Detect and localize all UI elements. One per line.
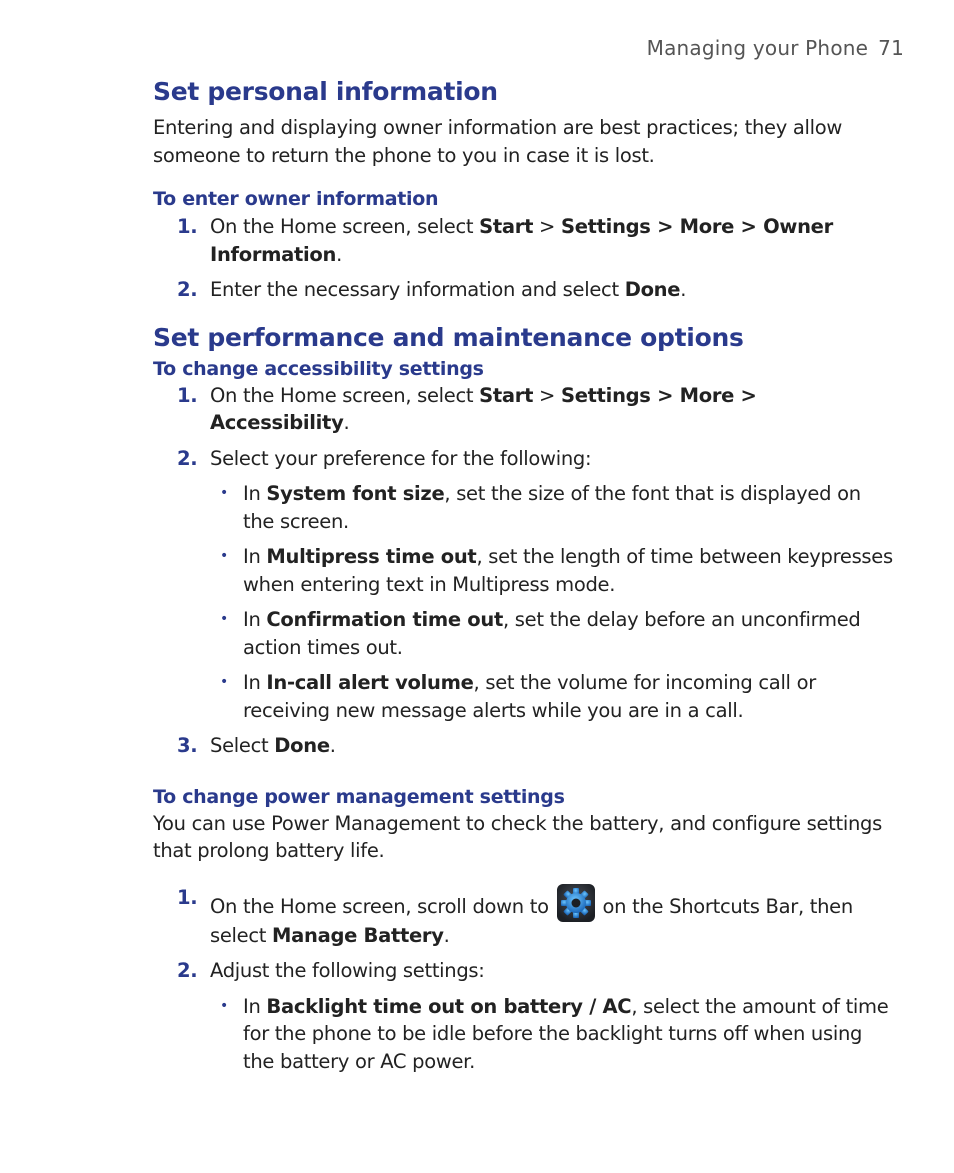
- page-content: [153, 74, 893, 1075]
- bullet-text: , set the size of the font that is displayed on the screen.: [243, 482, 861, 533]
- running-header: [647, 36, 904, 60]
- section-title-personal: Set personal information: [153, 77, 498, 106]
- step-text: .: [343, 411, 350, 434]
- personal-intro: Entering and displaying owner information are best practices; they allow someone to return the phone to you in case it is lost.: [153, 116, 843, 167]
- step-number: 1.: [177, 383, 198, 407]
- step-text: On the Home screen, scroll down to: [210, 894, 555, 918]
- bullet-text: , set the volume for incoming call or receiving new message alerts while you are in a call.: [243, 671, 816, 722]
- step-text: On the Home screen, select: [210, 383, 480, 407]
- header-section-title: Managing your Phone: [646, 36, 869, 60]
- bullet-icon: •: [220, 485, 228, 501]
- list-item: [210, 543, 893, 598]
- bullet-text: In: [243, 482, 267, 505]
- step-text: .: [680, 278, 687, 301]
- list-item: [210, 993, 893, 1076]
- step-text: >: [533, 383, 561, 407]
- bullet-bold: Backlight time out on battery / AC: [266, 994, 632, 1018]
- step-number: 3.: [177, 734, 198, 757]
- step-bold: Done: [624, 278, 681, 301]
- bullet-text: , set the length of time between keypresses when entering text in Multipress mode.: [243, 545, 893, 596]
- step-item: [153, 445, 893, 725]
- power-steps: [153, 884, 893, 1076]
- step-item: [153, 276, 893, 304]
- bullet-text: In: [243, 994, 267, 1018]
- step-number: 2.: [177, 959, 198, 982]
- subheading-owner-info: To enter owner information: [153, 188, 439, 210]
- step-bold: Manage Battery: [272, 923, 444, 947]
- step-item: [153, 732, 893, 760]
- bullet-icon: •: [220, 611, 228, 627]
- step-bold: Settings > More > Owner Information: [210, 215, 833, 266]
- step-bold: Done: [274, 734, 330, 757]
- step-number: 1.: [177, 215, 198, 238]
- step-number: 1.: [177, 885, 198, 909]
- list-item: [210, 669, 893, 724]
- bullet-bold: Confirmation time out: [266, 608, 503, 631]
- bullet-text: In: [243, 545, 267, 568]
- subheading-power-management: To change power management settings: [153, 785, 565, 808]
- settings-gear-icon: [557, 884, 595, 922]
- step-text: Enter the necessary information and select: [210, 278, 625, 301]
- power-settings-list: [210, 993, 893, 1076]
- step-text: .: [336, 242, 343, 266]
- step-text: on the Shortcuts Bar, then select: [210, 894, 853, 947]
- owner-info-steps: [153, 213, 893, 304]
- bullet-bold: In-call alert volume: [266, 671, 474, 694]
- list-item: [210, 606, 893, 661]
- step-bold: Start: [479, 215, 534, 238]
- bullet-bold: Multipress time out: [266, 545, 477, 568]
- step-text: .: [329, 734, 336, 757]
- bullet-text: In: [243, 608, 267, 631]
- section-title-performance: Set performance and maintenance options: [153, 322, 744, 352]
- step-number: 2.: [177, 446, 198, 470]
- step-text: Select: [210, 734, 275, 757]
- step-text: >: [533, 215, 561, 238]
- step-item: [153, 957, 893, 1075]
- step-text: Adjust the following settings:: [210, 959, 485, 982]
- step-number: 2.: [177, 278, 198, 301]
- bullet-icon: •: [220, 997, 228, 1014]
- accessibility-steps: [153, 382, 893, 760]
- bullet-text: , select the amount of time for the phone to be idle before the backlight turns off when using the battery or AC power.: [243, 994, 889, 1073]
- bullet-icon: •: [220, 674, 228, 690]
- bullet-bold: System font size: [266, 482, 445, 505]
- page-number: 71: [878, 36, 904, 60]
- accessibility-options-list: [210, 480, 893, 724]
- step-bold: Settings > More > Accessibility: [210, 383, 757, 434]
- bullet-icon: •: [220, 548, 228, 564]
- step-item: [153, 213, 893, 268]
- step-item: [153, 884, 893, 950]
- step-text: Select your preference for the following:: [210, 446, 592, 470]
- step-text: .: [443, 923, 450, 947]
- step-item: [153, 382, 893, 437]
- bullet-text: In: [243, 671, 267, 694]
- power-intro: You can use Power Management to check the battery, and configure settings that prolong battery life.: [153, 811, 882, 862]
- subheading-accessibility: To change accessibility settings: [153, 357, 484, 380]
- step-bold: Start: [479, 383, 534, 407]
- step-text: On the Home screen, select: [210, 215, 480, 238]
- bullet-text: , set the delay before an unconfirmed action times out.: [243, 608, 861, 659]
- list-item: [210, 480, 893, 535]
